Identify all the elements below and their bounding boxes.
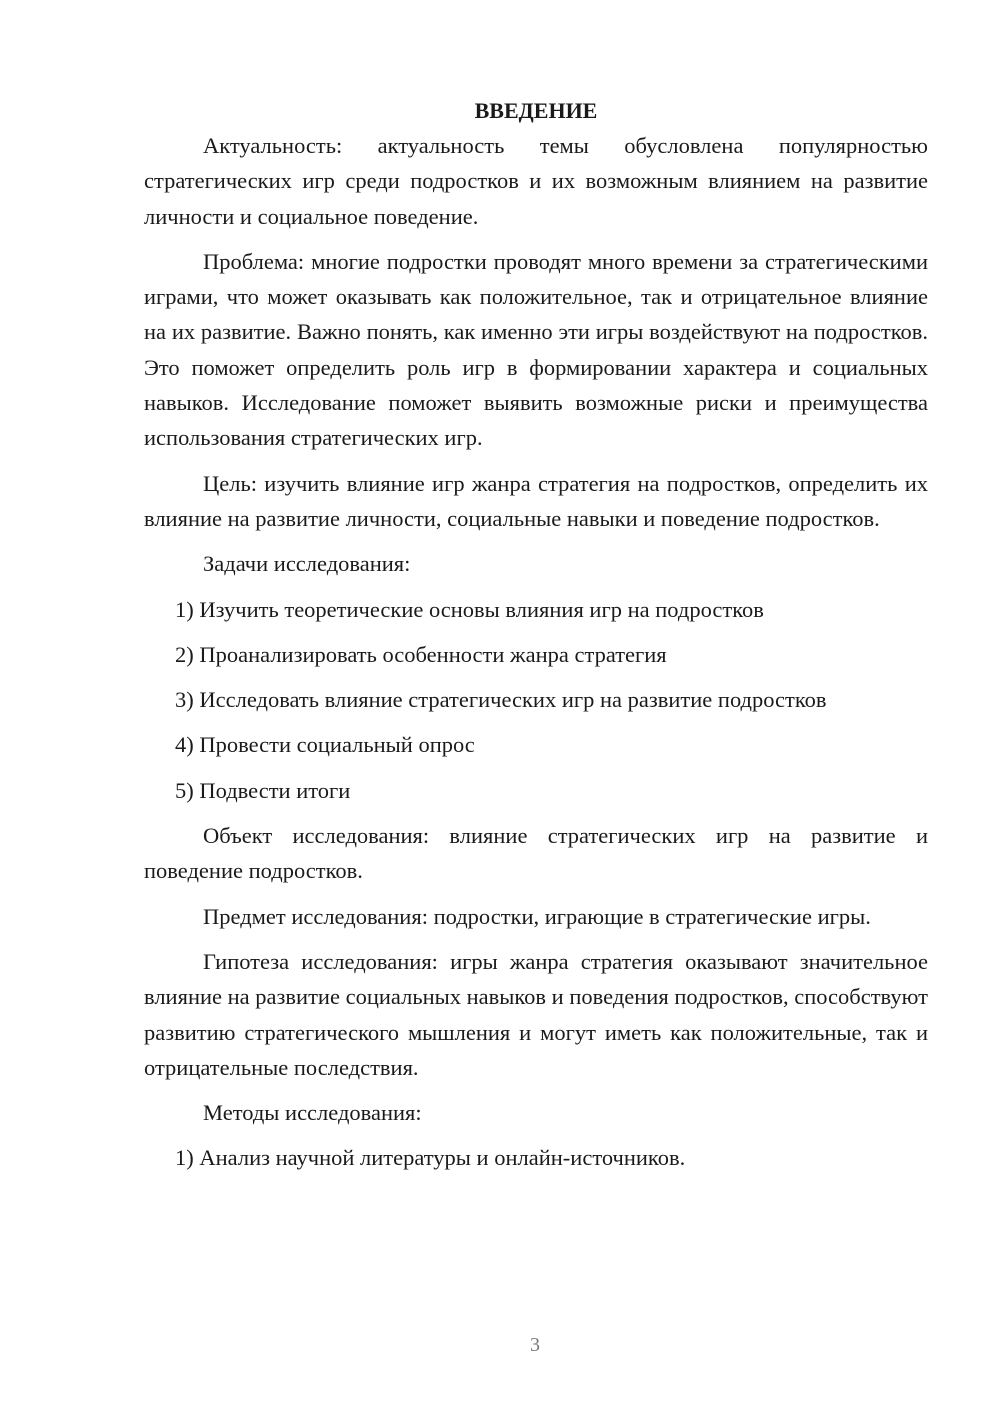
section-title: ВВЕДЕНИЕ: [474, 98, 598, 123]
page-number: 3: [530, 1334, 540, 1356]
object-paragraph: Объект исследования: влияние стратегических игр на развитие и поведение подростков.: [144, 823, 928, 884]
relevance-paragraph: Актуальность: актуальность темы обусловлена популярностью стратегических игр среди подростков и их возможным влиянием на развитие личности и социальное поведение.: [144, 133, 928, 229]
tasks-list: [144, 592, 928, 808]
document-page: [144, 94, 928, 1186]
list-item: 1) Изучить теоретические основы влияния игр на подростков: [175, 596, 764, 622]
goal-paragraph: Цель: изучить влияние игр жанра стратегия на подростков, определить их влияние на развитие личности, социальные навыки и поведение подростков.: [144, 470, 928, 531]
problem-paragraph: Проблема: многие подростки проводят много времени за стратегическими играми, что может оказывать как положительное, так и отрицательное влияние на их развитие. Важно понять, как именно эти игры воздействуют на подростков. Это поможет определить роль игр в формировании характера и социальных навыков. Исследование поможет выявить возможные риски и преимущества использования стратегических игр.: [144, 248, 928, 451]
list-item: 2) Проанализировать особенности жанра стратегия: [175, 641, 667, 667]
methods-list: [144, 1140, 928, 1175]
list-item: 4) Провести социальный опрос: [175, 732, 475, 758]
list-item: 5) Подвести итоги: [175, 777, 351, 803]
list-item: 3) Исследовать влияние стратегических игр на развитие подростков: [175, 687, 827, 713]
methods-heading: Методы исследования:: [203, 1100, 422, 1126]
list-item: 1) Анализ научной литературы и онлайн-источников.: [175, 1145, 686, 1171]
subject-paragraph: Предмет исследования: подростки, играющие в стратегические игры.: [203, 903, 871, 929]
tasks-heading: Задачи исследования:: [203, 551, 411, 577]
hypothesis-paragraph: Гипотеза исследования: игры жанра стратегия оказывают значительное влияние на развитие социальных навыков и поведения подростков, способствуют развитию стратегического мышления и могут иметь как положительные, так и отрицательные последствия.: [144, 948, 928, 1080]
